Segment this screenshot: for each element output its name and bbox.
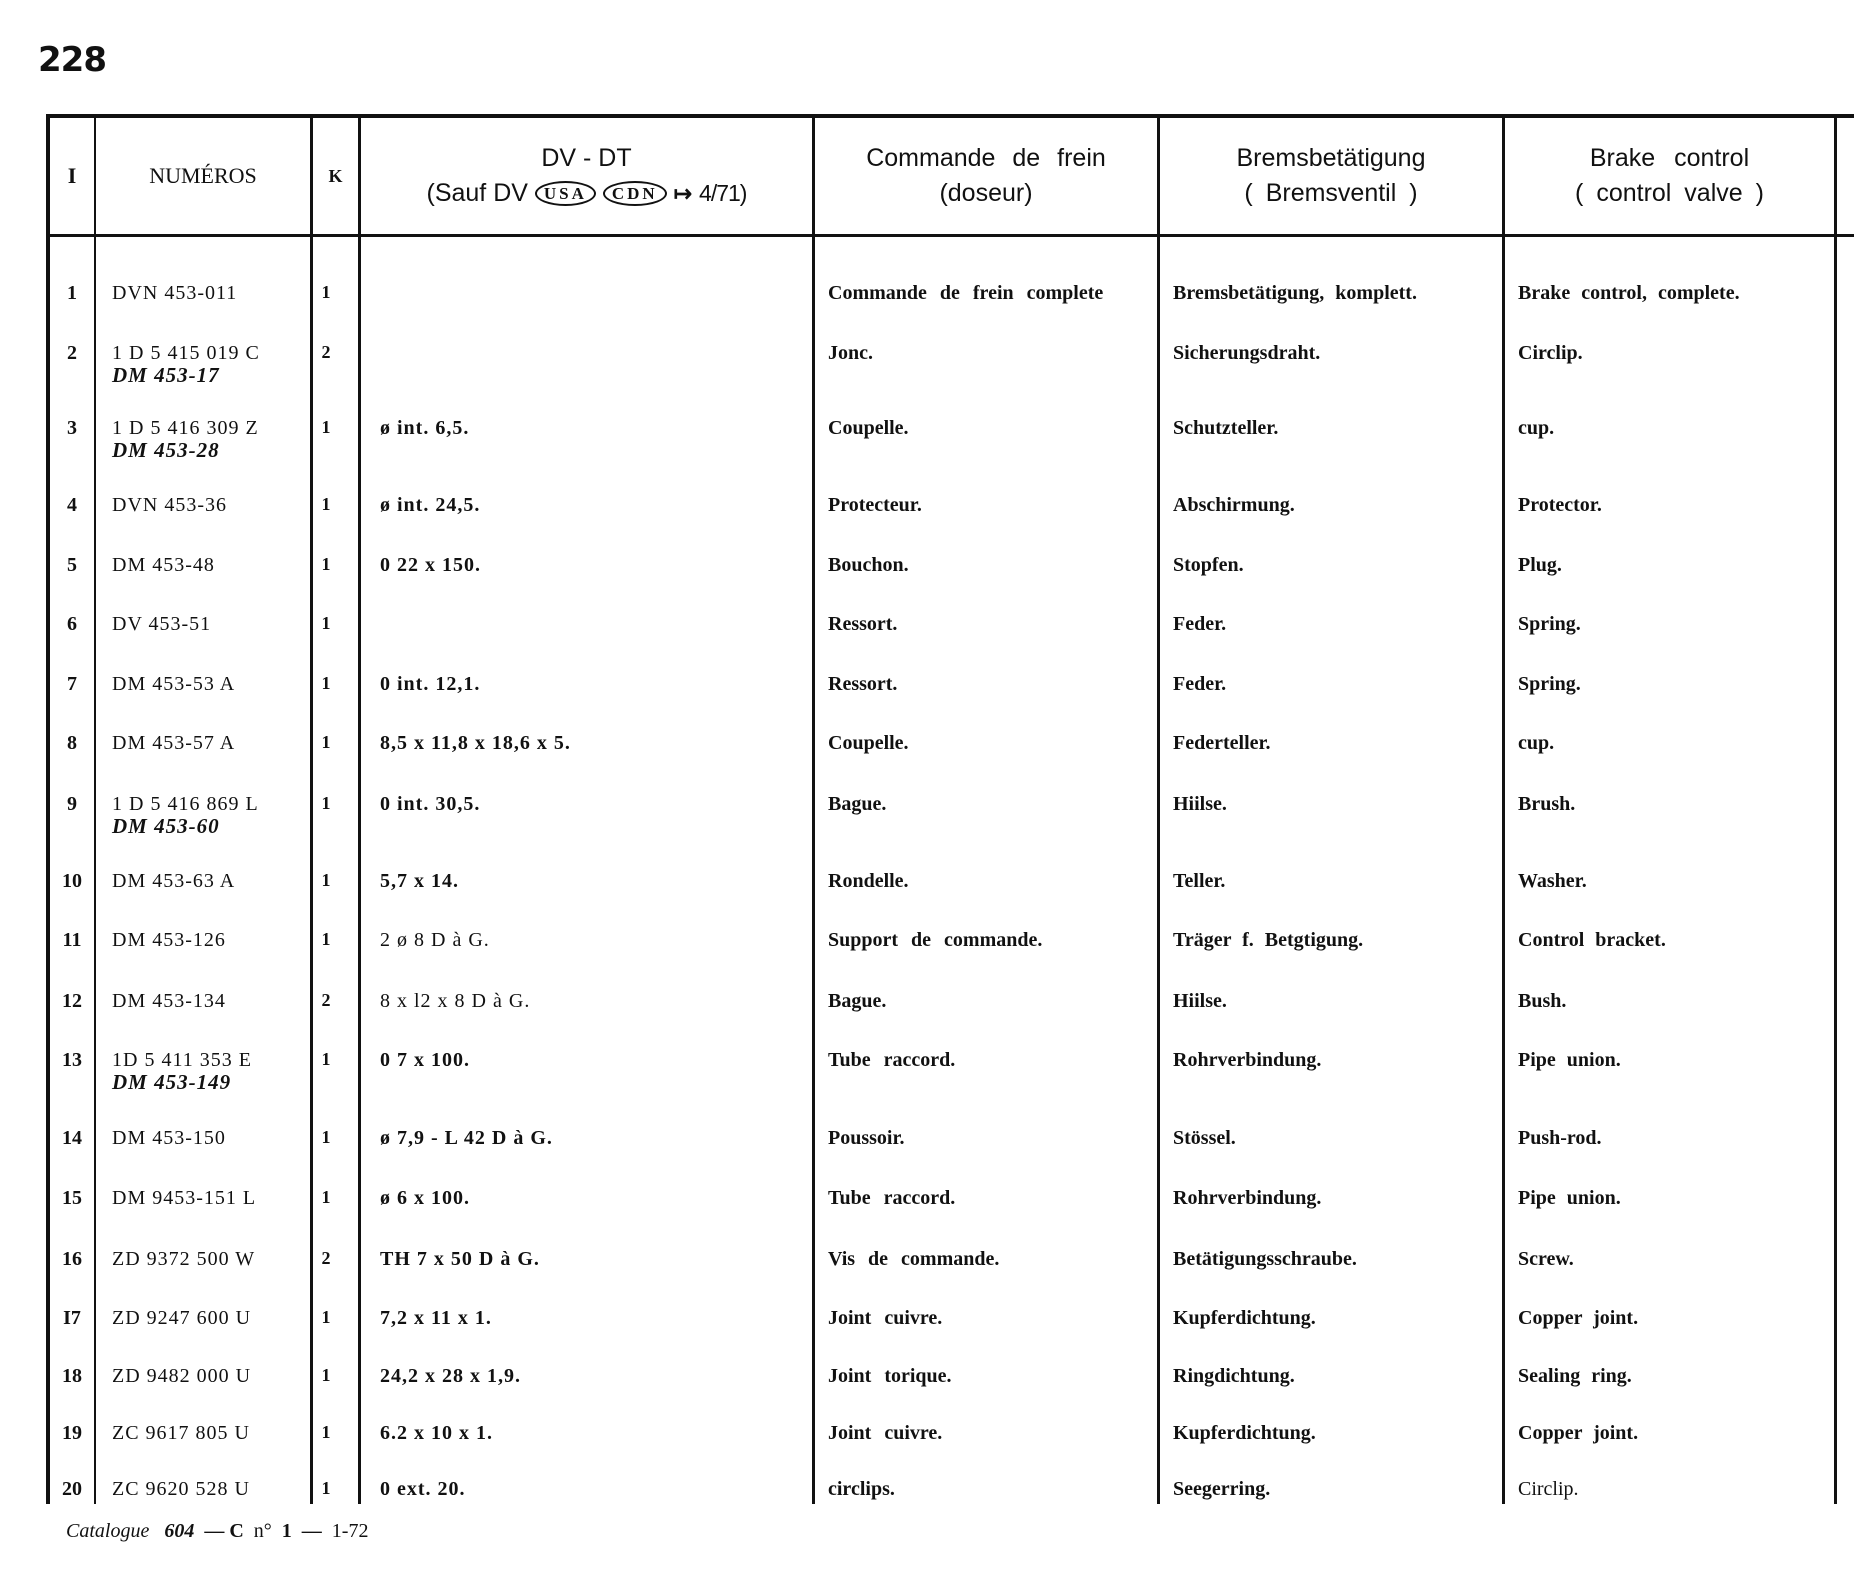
row-number: 8 bbox=[67, 732, 77, 754]
description-fr: Tube raccord. bbox=[828, 1187, 956, 1209]
dimensions: TH 7 x 50 D à G. bbox=[380, 1248, 540, 1270]
description-en: Screw. bbox=[1518, 1248, 1574, 1270]
description-de: Federteller. bbox=[1173, 732, 1271, 754]
description-fr: Commande de frein complete bbox=[828, 282, 1104, 304]
row-number: 15 bbox=[62, 1187, 82, 1209]
dimensions: 7,2 x 11 x 1. bbox=[380, 1307, 492, 1329]
col-divider-k bbox=[358, 114, 361, 1504]
header-fr-line2: (doseur) bbox=[939, 179, 1033, 207]
row-number: 1 bbox=[67, 282, 77, 304]
part-ref-line1: ZD 9247 600 U bbox=[112, 1307, 252, 1329]
dimensions: 8 x l2 x 8 D à G. bbox=[380, 990, 531, 1012]
quantity-k: 1 bbox=[321, 1187, 331, 1207]
dimensions: 0 7 x 100. bbox=[380, 1049, 470, 1071]
quantity-k: 1 bbox=[321, 732, 331, 752]
quantity-k: 1 bbox=[321, 1422, 331, 1442]
row-number: 6 bbox=[67, 613, 77, 635]
description-fr: Jonc. bbox=[828, 342, 873, 364]
row-number: 4 bbox=[67, 494, 77, 516]
header-numbers-label: NUMÉROS bbox=[149, 163, 257, 188]
description-en: Brake control, complete. bbox=[1518, 282, 1740, 304]
quantity-k: 1 bbox=[321, 1049, 331, 1069]
header-de bbox=[1160, 118, 1502, 234]
quantity-k: 1 bbox=[321, 793, 331, 813]
part-number bbox=[112, 929, 226, 951]
quantity-k: 1 bbox=[321, 870, 331, 890]
description-fr: Bouchon. bbox=[828, 554, 909, 576]
footer-dash-1: — bbox=[204, 1520, 225, 1542]
header-k-label: K bbox=[328, 165, 343, 186]
description-en: Pipe union. bbox=[1518, 1187, 1621, 1209]
cdn-badge: CDN bbox=[603, 181, 667, 206]
row-number: 11 bbox=[62, 929, 82, 951]
part-ref-line1: 1 D 5 416 309 Z bbox=[112, 417, 259, 439]
header-fr-line1: Commande de frein bbox=[866, 144, 1106, 172]
part-number bbox=[112, 870, 235, 892]
description-en: Circlip. bbox=[1518, 342, 1583, 364]
description-fr: Joint torique. bbox=[828, 1365, 952, 1387]
part-number bbox=[112, 732, 235, 754]
quantity-k: 1 bbox=[321, 554, 331, 574]
description-fr: Poussoir. bbox=[828, 1127, 905, 1149]
dimensions: 0 ext. 20. bbox=[380, 1478, 466, 1500]
row-number: 16 bbox=[62, 1248, 82, 1270]
part-ref-line1: DM 453-63 A bbox=[112, 870, 236, 892]
description-fr: Bague. bbox=[828, 793, 887, 815]
dimensions: 24,2 x 28 x 1,9. bbox=[380, 1365, 521, 1387]
quantity-k: 1 bbox=[321, 1307, 331, 1327]
part-number bbox=[112, 1365, 251, 1387]
row-number: 18 bbox=[62, 1365, 82, 1387]
header-en-line1: Brake control bbox=[1589, 144, 1750, 172]
quantity-k: 1 bbox=[321, 673, 331, 693]
row-number: 14 bbox=[62, 1127, 82, 1149]
description-fr: Joint cuivre. bbox=[828, 1307, 943, 1329]
description-en: Circlip. bbox=[1518, 1478, 1579, 1500]
part-ref-line1: 1D 5 411 353 E bbox=[112, 1049, 252, 1071]
part-ref-line1: DM 453-134 bbox=[112, 990, 226, 1012]
part-number bbox=[112, 1422, 250, 1444]
part-ref-line1: DM 453-150 bbox=[112, 1127, 226, 1149]
description-fr: Coupelle. bbox=[828, 417, 909, 439]
header-k bbox=[313, 118, 358, 234]
part-ref-line1: DM 453-57 A bbox=[112, 732, 236, 754]
part-number bbox=[112, 990, 226, 1012]
description-en: Copper joint. bbox=[1518, 1422, 1639, 1444]
header-index-label: I bbox=[67, 163, 77, 188]
description-de: Abschirmung. bbox=[1173, 494, 1295, 516]
footer-one: 1 bbox=[281, 1520, 292, 1542]
description-fr: Coupelle. bbox=[828, 732, 909, 754]
part-ref-line1: DVN 453-36 bbox=[112, 494, 227, 516]
quantity-k: 2 bbox=[321, 342, 331, 362]
header-de-line1: Bremsbetätigung bbox=[1236, 144, 1426, 172]
description-de: Bremsbetätigung, komplett. bbox=[1173, 282, 1417, 304]
footer-letter-c: C bbox=[229, 1520, 244, 1542]
part-number bbox=[112, 494, 227, 516]
description-en: Washer. bbox=[1518, 870, 1587, 892]
quantity-k: 2 bbox=[321, 1248, 331, 1268]
quantity-k: 1 bbox=[321, 613, 331, 633]
description-de: Betätigungsschraube. bbox=[1173, 1248, 1357, 1270]
description-fr: Rondelle. bbox=[828, 870, 909, 892]
footer-catalogue-number: 604 bbox=[164, 1520, 195, 1542]
description-de: Sicherungsdraht. bbox=[1173, 342, 1321, 364]
description-de: Schutzteller. bbox=[1173, 417, 1279, 439]
part-ref-line1: DM 453-53 A bbox=[112, 673, 236, 695]
description-en: Pipe union. bbox=[1518, 1049, 1621, 1071]
part-number bbox=[112, 1187, 256, 1209]
quantity-k: 1 bbox=[321, 1478, 331, 1498]
description-en: Spring. bbox=[1518, 673, 1581, 695]
part-number bbox=[112, 1049, 252, 1093]
part-number bbox=[112, 613, 211, 635]
description-en: Spring. bbox=[1518, 613, 1581, 635]
header-en bbox=[1505, 118, 1834, 234]
part-ref-line2: DM 453-60 bbox=[112, 814, 220, 838]
header-de-line2: ( Bremsventil ) bbox=[1244, 179, 1418, 207]
description-de: Stössel. bbox=[1173, 1127, 1236, 1149]
header-dv bbox=[361, 118, 812, 234]
part-number bbox=[112, 1478, 250, 1500]
col-divider-fr bbox=[1157, 114, 1160, 1504]
description-fr: Joint cuivre. bbox=[828, 1422, 943, 1444]
part-number bbox=[112, 282, 237, 304]
header-dv-line1: DV - DT bbox=[541, 143, 632, 172]
header-en-line2: ( control valve ) bbox=[1575, 179, 1764, 207]
footer-no: n° bbox=[253, 1520, 272, 1542]
description-en: Control bracket. bbox=[1518, 929, 1666, 951]
footer-date: 1-72 bbox=[331, 1520, 369, 1542]
dimensions: 0 22 x 150. bbox=[380, 554, 481, 576]
part-ref-line2: DM 453-17 bbox=[112, 363, 220, 387]
description-en: Push-rod. bbox=[1518, 1127, 1602, 1149]
part-ref-line1: ZD 9482 000 U bbox=[112, 1365, 252, 1387]
description-fr: Ressort. bbox=[828, 673, 898, 695]
description-en: cup. bbox=[1518, 417, 1555, 439]
description-de: Kupferdichtung. bbox=[1173, 1422, 1316, 1444]
description-en: Protector. bbox=[1518, 494, 1602, 516]
quantity-k: 1 bbox=[321, 282, 331, 302]
dimensions: ø 7,9 - L 42 D à G. bbox=[380, 1127, 553, 1149]
part-ref-line1: DV 453-51 bbox=[112, 613, 212, 635]
parts-table bbox=[46, 114, 1854, 1504]
description-de: Kupferdichtung. bbox=[1173, 1307, 1316, 1329]
part-ref-line1: DM 453-126 bbox=[112, 929, 226, 951]
col-divider-dv bbox=[812, 114, 815, 1504]
part-ref-line2: DM 453-149 bbox=[112, 1070, 232, 1094]
description-de: Feder. bbox=[1173, 673, 1227, 695]
part-ref-line1: ZD 9372 500 W bbox=[112, 1248, 256, 1270]
row-number: 2 bbox=[67, 342, 77, 364]
description-de: Hiilse. bbox=[1173, 990, 1227, 1012]
row-number: I7 bbox=[63, 1307, 81, 1329]
header-numbers bbox=[96, 118, 310, 234]
part-number bbox=[112, 1127, 226, 1149]
part-ref-line2: DM 453-28 bbox=[112, 438, 220, 462]
description-en: Sealing ring. bbox=[1518, 1365, 1632, 1387]
description-de: Seegerring. bbox=[1173, 1478, 1271, 1500]
description-fr: Ressort. bbox=[828, 613, 898, 635]
header-bottom-rule bbox=[46, 234, 1854, 237]
dimensions: 5,7 x 14. bbox=[380, 870, 459, 892]
description-en: Brush. bbox=[1518, 793, 1576, 815]
description-en: Bush. bbox=[1518, 990, 1567, 1012]
description-de: Ringdichtung. bbox=[1173, 1365, 1295, 1387]
quantity-k: 1 bbox=[321, 929, 331, 949]
dimensions: ø int. 6,5. bbox=[380, 417, 470, 439]
description-de: Feder. bbox=[1173, 613, 1227, 635]
description-de: Träger f. Betgtigung. bbox=[1173, 929, 1364, 951]
description-fr: Protecteur. bbox=[828, 494, 922, 516]
part-number bbox=[112, 793, 259, 837]
quantity-k: 1 bbox=[321, 1127, 331, 1147]
row-number: 19 bbox=[62, 1422, 82, 1444]
part-number bbox=[112, 673, 235, 695]
row-number: 13 bbox=[62, 1049, 82, 1071]
dimensions: ø 6 x 100. bbox=[380, 1187, 470, 1209]
description-en: Copper joint. bbox=[1518, 1307, 1639, 1329]
catalogue-footer bbox=[66, 1520, 368, 1543]
quantity-k: 1 bbox=[321, 417, 331, 437]
arrow-right-icon: ↦ bbox=[673, 181, 693, 207]
part-ref-line1: ZC 9620 528 U bbox=[112, 1478, 250, 1500]
dimensions: 0 int. 12,1. bbox=[380, 673, 481, 695]
description-de: Teller. bbox=[1173, 870, 1226, 892]
header-dv-prefix: (Sauf DV bbox=[426, 178, 528, 207]
row-number: 9 bbox=[67, 793, 77, 815]
footer-dash-2: — bbox=[301, 1520, 322, 1542]
header-fr bbox=[815, 118, 1157, 234]
footer-catalogue-label: Catalogue bbox=[66, 1520, 150, 1542]
part-ref-line1: 1 D 5 416 869 L bbox=[112, 793, 259, 815]
description-de: Hiilse. bbox=[1173, 793, 1227, 815]
description-de: Rohrverbindung. bbox=[1173, 1049, 1322, 1071]
quantity-k: 2 bbox=[321, 990, 331, 1010]
part-ref-line1: ZC 9617 805 U bbox=[112, 1422, 250, 1444]
col-divider-de bbox=[1502, 114, 1505, 1504]
part-ref-line1: 1 D 5 415 019 C bbox=[112, 342, 260, 364]
dimensions: 0 int. 30,5. bbox=[380, 793, 481, 815]
dimensions: ø int. 24,5. bbox=[380, 494, 481, 516]
description-en: Plug. bbox=[1518, 554, 1562, 576]
row-number: 3 bbox=[67, 417, 77, 439]
part-number bbox=[112, 417, 259, 461]
part-number bbox=[112, 342, 260, 386]
description-fr: circlips. bbox=[828, 1478, 895, 1500]
description-de: Stopfen. bbox=[1173, 554, 1244, 576]
row-number: 20 bbox=[62, 1478, 82, 1500]
part-ref-line1: DM 453-48 bbox=[112, 554, 215, 576]
part-number bbox=[112, 1248, 255, 1270]
row-number: 12 bbox=[62, 990, 82, 1012]
part-ref-line1: DM 9453-151 L bbox=[112, 1187, 257, 1209]
description-fr: Tube raccord. bbox=[828, 1049, 956, 1071]
part-number bbox=[112, 554, 215, 576]
col-divider-en bbox=[1834, 114, 1837, 1504]
quantity-k: 1 bbox=[321, 494, 331, 514]
description-fr: Support de commande. bbox=[828, 929, 1043, 951]
row-number: 7 bbox=[67, 673, 77, 695]
description-fr: Vis de commande. bbox=[828, 1248, 1000, 1270]
header-index bbox=[50, 118, 94, 234]
description-fr: Bague. bbox=[828, 990, 887, 1012]
description-de: Rohrverbindung. bbox=[1173, 1187, 1322, 1209]
row-number: 10 bbox=[62, 870, 82, 892]
quantity-k: 1 bbox=[321, 1365, 331, 1385]
usa-badge: USA bbox=[535, 181, 596, 206]
header-dv-line2 bbox=[427, 176, 747, 212]
description-en: cup. bbox=[1518, 732, 1555, 754]
part-number bbox=[112, 1307, 251, 1329]
dimensions: 2 ø 8 D à G. bbox=[380, 929, 490, 951]
header-dv-suffix: 4/71) bbox=[699, 179, 747, 206]
part-ref-line1: DVN 453-011 bbox=[112, 282, 238, 304]
page-number: 228 bbox=[38, 40, 106, 80]
dimensions: 6.2 x 10 x 1. bbox=[380, 1422, 493, 1444]
dimensions: 8,5 x 11,8 x 18,6 x 5. bbox=[380, 732, 571, 754]
row-number: 5 bbox=[67, 554, 77, 576]
